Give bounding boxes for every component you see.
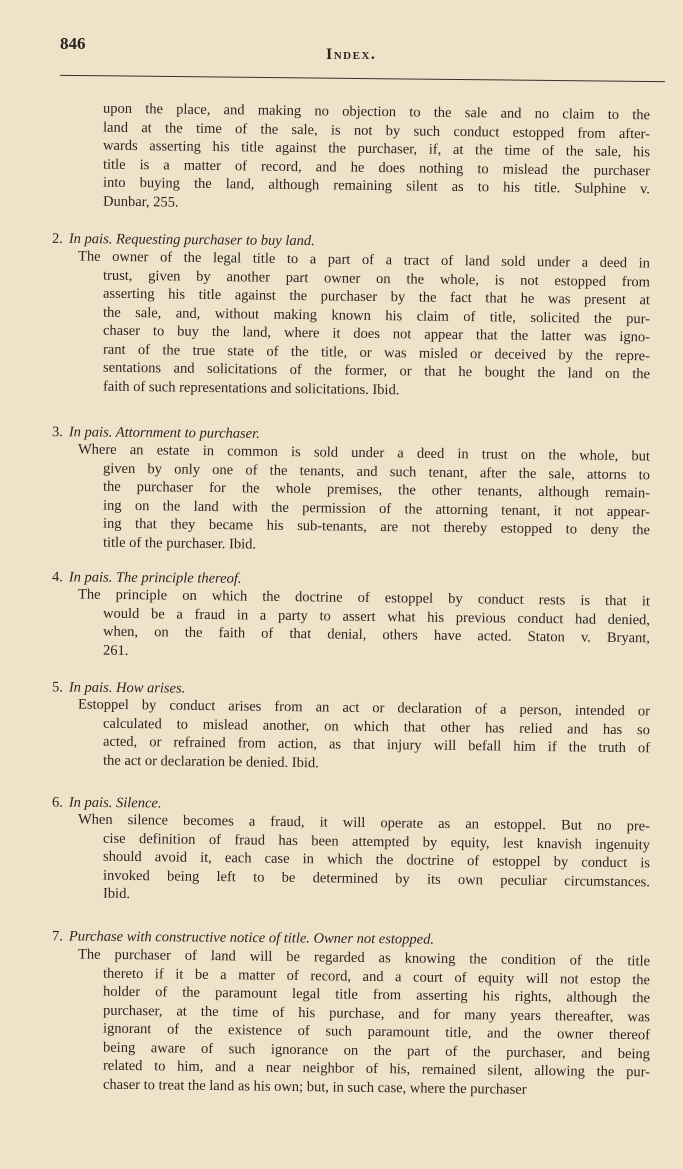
text-line: Dunbar, 255.: [102, 193, 179, 211]
text-line: ignorant of the existence of such paramount title, and the owner thereof: [102, 1020, 651, 1044]
text-line: Estoppel by conduct arises from an act or declaration of a person, intended or: [77, 696, 651, 720]
text-line: chaser to buy the land, where it does not appear that the latter was igno-: [102, 322, 651, 346]
text-line: the purchaser for the whole premises, the other tenants, although remain-: [102, 478, 651, 502]
entry-heading-text: In pais. The principle thereof.: [68, 569, 242, 587]
entry-heading-text: Purchase with constructive notice of title. Owner not estopped.: [68, 928, 435, 948]
entry-number: 3.: [51, 424, 63, 441]
entry-heading: [52, 679, 185, 697]
text-line: trust, given by another part owner on the whole, is not estopped from: [102, 267, 651, 290]
entry-heading: [52, 795, 162, 813]
entry-heading: [52, 569, 242, 588]
text-line: the sale, and, without making known his claim of title, solicited the pur-: [102, 304, 651, 327]
text-line: Ibid.: [102, 885, 131, 902]
page-title: Index.: [326, 46, 377, 63]
text-line: should avoid it, each case in which the doctrine of estoppel by conduct is: [102, 848, 651, 872]
text-line: asserting his title against the purchaser by the fact that he was present at: [102, 285, 651, 309]
text-line: The purchaser of land will be regarded as knowing the condition of the title: [77, 946, 651, 970]
header-rule: [60, 75, 665, 82]
text-line: related to him, and a near neighbor of his, remained silent, allowing the pur-: [102, 1057, 651, 1081]
entry-heading-text: In pais. Requesting purchaser to buy land.: [68, 231, 315, 250]
text-line: given by only one of the tenants, and such tenant, after the sale, attorns to: [102, 460, 651, 483]
text-line: title of the purchaser. Ibid.: [102, 534, 257, 553]
text-line: faith of such representations and solicitations. Ibid.: [102, 378, 400, 398]
entry-number: 6.: [51, 794, 63, 811]
entry-heading-text: In pais. Silence.: [68, 794, 162, 812]
text-line: calculated to mislead another, on which that other has relied and has so: [102, 715, 651, 738]
page-number: 846: [60, 34, 86, 53]
entry-heading-text: In pais. Attornment to purchaser.: [68, 424, 260, 442]
text-line: ing that they became his sub-tenants, are not thereby estopped to deny the: [102, 515, 651, 539]
entry-heading-text: In pais. How arises.: [68, 679, 186, 697]
text-line: the act or declaration be denied. Ibid.: [102, 752, 319, 771]
entry-heading: [52, 928, 434, 948]
text-line: invoked being left to be determined by its own peculiar circumstances.: [102, 867, 651, 890]
text-line: when, on the faith of that denial, others have acted. Staton v. Bryant,: [102, 623, 651, 647]
entry-number: 2.: [51, 230, 63, 247]
text-line: chaser to treat the land as his own; but, in such case, where the purchaser: [102, 1076, 527, 1098]
text-line: being aware of such ignorance on the part of the purchaser, and being: [102, 1039, 651, 1062]
entry-number: 5.: [51, 679, 63, 696]
text-line: acted, or refrained from action, as that injury will befall him if the truth of: [102, 733, 651, 757]
entry-heading: [52, 231, 315, 250]
text-line: holder of the paramount legal title from asserting his rights, although the: [102, 983, 651, 1007]
text-line: wards asserting his title against the purchaser, if, at the time of the sale, his: [102, 137, 651, 161]
text-line: land at the time of the sale, is not by such conduct estopped from after-: [102, 119, 651, 142]
text-line: The owner of the legal title to a part of a tract of land sold under a deed in: [77, 248, 651, 272]
text-line: rant of the true state of the title, or was misled or deceived by the repre-: [102, 341, 651, 364]
text-line: purchaser, at the time of his purchase, and for many years thereafter, was: [102, 1002, 651, 1025]
text-line: ing on the land with the permission of the attorning tenant, it not appear-: [102, 497, 651, 520]
text-line: upon the place, and making no objection to the sale and no claim to the: [102, 100, 651, 124]
text-line: cise definition of fraud has been attempted by equity, lest knavish ingenuity: [102, 830, 651, 853]
text-line: into buying the land, although remaining silent as to his title. Sulphine v.: [102, 174, 651, 198]
entry-number: 4.: [51, 569, 63, 586]
text-line: The principle on which the doctrine of estoppel by conduct rests is that it: [77, 586, 651, 610]
entry-number: 7.: [51, 928, 63, 945]
text-line: Where an estate in common is sold under a deed in trust on the whole, but: [77, 441, 651, 465]
text-line: When silence becomes a fraud, it will operate as an estoppel. But no pre-: [77, 811, 651, 835]
text-line: title is a matter of record, and he does nothing to mislead the purchaser: [102, 156, 651, 179]
text-line: thereto if it be a matter of record, and a court of equity will not estop the: [102, 965, 651, 988]
text-line: sentations and solicitations of the former, or that he bought the land on the: [102, 359, 651, 383]
entry-heading: [52, 424, 260, 443]
text-line: would be a fraud in a party to assert what his previous conduct had denied,: [102, 605, 651, 628]
text-line: 261.: [102, 642, 129, 659]
